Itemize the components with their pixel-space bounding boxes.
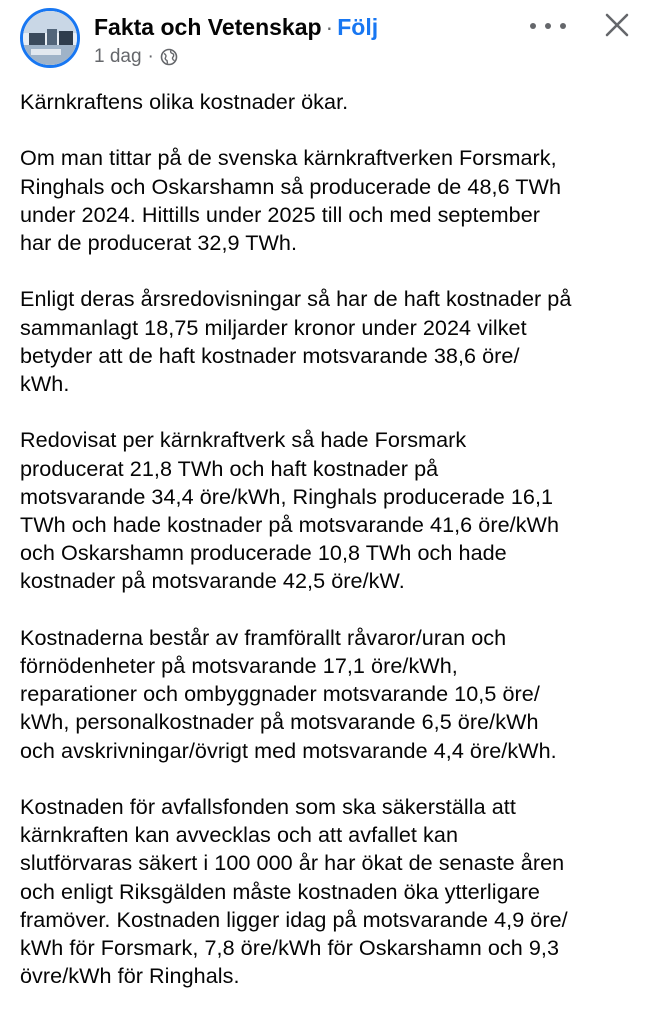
- globe-icon: [160, 48, 178, 66]
- post-paragraph: Kostnaden för avfallsfonden som ska säkerställa att kärnkraften kan avvecklas och att avfallet kan slutförvaras säkert i 100 000 år har ökat de senaste åren och enligt Riksgälden måste kostnaden öka ytterligare framöver. Kostnaden ligger idag på motsvarande 4,9 öre/ kWh för Forsmark, 7,8 öre/kWh för Oskarshamn och 9,3 övre/kWh för Ringhals.: [20, 794, 568, 989]
- author-separator: ·: [325, 14, 334, 40]
- post-body: [20, 88, 640, 1019]
- post-paragraph: Kärnkraftens olika kostnader ökar.: [20, 89, 349, 114]
- post-paragraph: Kostnaderna består av framförallt råvaror/uran och förnödenheter på motsvarande 17,1 öre/kWh, reparationer och ombyggnader motsvarande 10,5 öre/ kWh, personalkostnader på motsvarande 6,5 öre/kWh och avskrivningar/övrigt med motsvarande 4,4 öre/kWh.: [20, 624, 557, 763]
- post-paragraph: Enligt deras årsredovisningar så har de haft kostnader på sammanlagt 18,75 miljarder kronor under 2024 vilket betyder att de haft kostnader motsvarande 38,6 öre/ kWh.: [20, 286, 572, 396]
- avatar[interactable]: [20, 8, 80, 68]
- more-dot: [560, 23, 566, 29]
- more-options-icon[interactable]: [530, 14, 566, 38]
- follow-button[interactable]: Följ: [337, 14, 379, 40]
- post-paragraph: Om man tittar på de svenska kärnkraftverken Forsmark, Ringhals och Oskarshamn så producerade de 48,6 TWh under 2024. Hittills under 2025 till och med september har de producerat 32,9 TWh.: [20, 145, 562, 255]
- more-dot: [545, 23, 551, 29]
- post-meta: [94, 44, 178, 70]
- close-icon[interactable]: [602, 10, 632, 40]
- more-dot: [530, 23, 536, 29]
- meta-separator: ·: [147, 46, 154, 67]
- post-header: [0, 0, 651, 80]
- post-timestamp[interactable]: 1 dag: [94, 46, 142, 67]
- author-name[interactable]: Fakta och Vetenskap: [94, 14, 322, 40]
- post-paragraph: Redovisat per kärnkraftverk så hade Forsmark producerat 21,8 TWh och haft kostnader på motsvarande 34,4 öre/kWh, Ringhals producerade 16,1 TWh och hade kostnader på motsvarande 41,6 öre/kWh och Oskarshamn producerade 10,8 TWh och hade kostnader på motsvarande 42,5 öre/kW.: [20, 427, 560, 594]
- author-line: [94, 12, 378, 42]
- avatar-image: [23, 11, 77, 65]
